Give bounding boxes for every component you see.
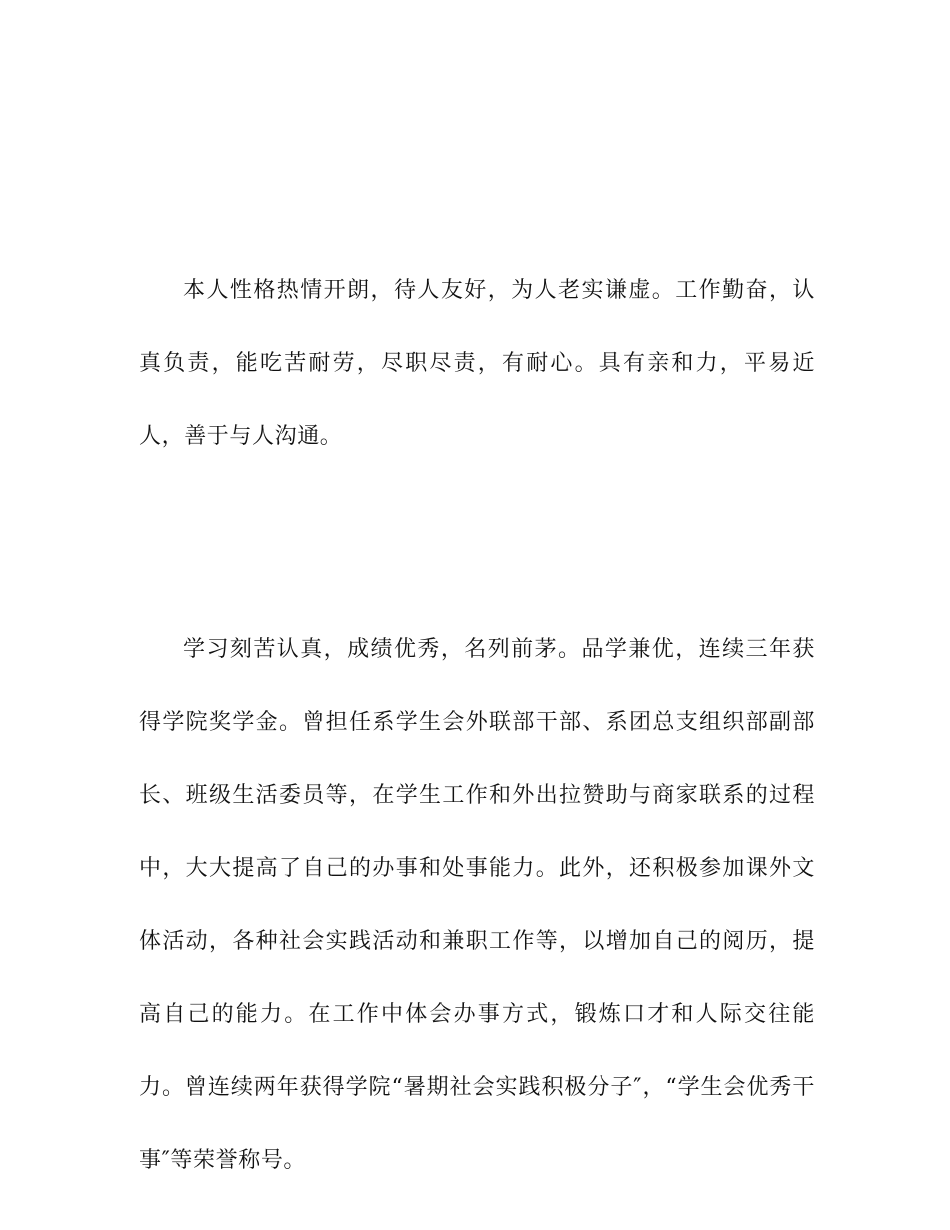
personality-paragraph: 本人性格热情开朗，待人友好，为人老实谦虚。工作勤奋，认真负责，能吃苦耐劳，尽职尽责，有耐心。具有亲和力，平易近人，善于与人沟通。 — [139, 278, 815, 449]
achievements-paragraph: 学习刻苦认真，成绩优秀，名列前茅。品学兼优，连续三年获得学院奖学金。曾担任系学生会外联部干部、系团总支组织部副部长、班级生活委员等，在学生工作和外出拉赞助与商家联系的过程中，大大提高了自己的办事和处事能力。此外，还积极参加课外文体活动，各种社会实践活动和兼职工作等，以增加自己的阅历，提高自己的能力。在工作中体会办事方式，锻炼口才和人际交往能力。曾连续两年获得学院“暑期社会实践积极分子″，“学生会优秀干事″等荣誉称号。 — [139, 637, 815, 1173]
